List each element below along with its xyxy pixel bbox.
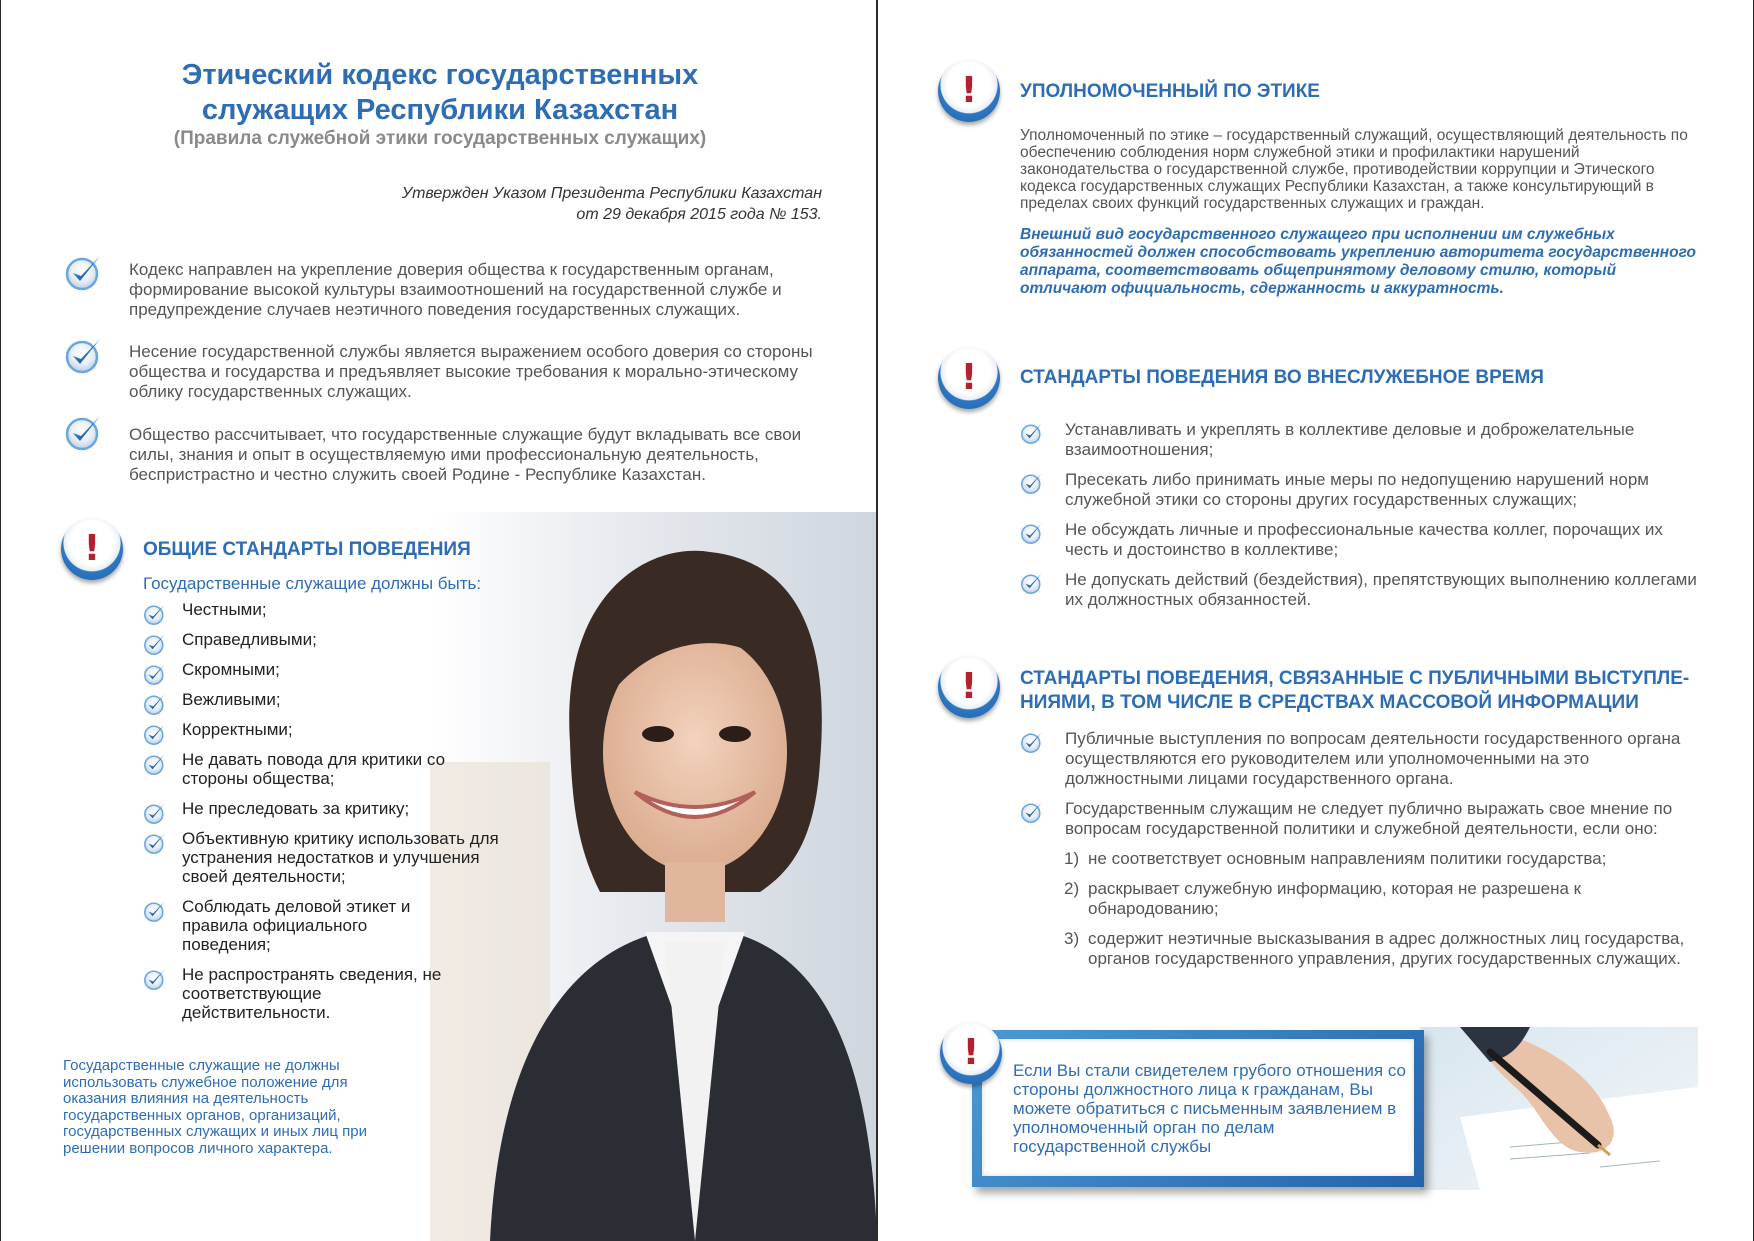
- page-title: [120, 58, 760, 128]
- intro-paragraph: Несение государственной службы является выражением особого доверия со стороны общества и государства и предъявляет высокие требования к морально-этическому облику государственных служащих.: [129, 342, 813, 401]
- check-icon: [143, 602, 167, 626]
- intro-paragraph: Общество рассчитывает, что государственные служащие будут вкладывать все свои силы, знания и опыт в осуществляемую ими профессиональную деятельность, беспристрастно и честно служить своей Родине - Республике Казахстан.: [129, 425, 802, 484]
- alert-icon: [938, 60, 1000, 122]
- check-icon: [143, 967, 167, 991]
- list-item: Честными;: [143, 600, 543, 619]
- check-icon: [143, 692, 167, 716]
- list-item: Корректными;: [143, 720, 543, 739]
- check-icon: [1020, 730, 1044, 754]
- check-icon: [1020, 571, 1044, 595]
- list-item: Не распространять сведения, не соответствующие действительности.: [143, 965, 447, 1022]
- list-item: Вежливыми;: [143, 690, 543, 709]
- list-item: Скромными;: [143, 660, 543, 679]
- title-line-1: Этический кодекс государственных: [181, 59, 699, 91]
- check-icon: [143, 801, 167, 825]
- alert-icon: [938, 347, 1000, 409]
- page-edge: [0, 0, 1, 1241]
- approval-line-2: от 29 декабря 2015 года № 153.: [576, 206, 822, 223]
- ethics-officer-heading: УПОЛНОМОЧЕННЫЙ ПО ЭТИКЕ: [1020, 81, 1320, 102]
- list-item: Объективную критику использовать для устранения недостатков и улучшения своей деятельности;: [143, 829, 527, 886]
- check-icon: [143, 752, 167, 776]
- exclamation-mark: !: [962, 1032, 980, 1073]
- list-item: Не преследовать за критику;: [143, 799, 543, 818]
- alert-icon: [61, 518, 123, 580]
- heading-line-2: НИЯМИ, В ТОМ ЧИСЛЕ В СРЕДСТВАХ МАССОВОЙ ИНФОРМАЦИИ: [1020, 692, 1639, 713]
- heading-line-1: СТАНДАРТЫ ПОВЕДЕНИЯ, СВЯЗАННЫЕ С ПУБЛИЧНЫМИ ВЫСТУПЛЕ-: [1020, 668, 1690, 689]
- exclamation-mark: !: [83, 528, 101, 569]
- general-standards-lead: Государственные служащие должны быть:: [143, 574, 482, 593]
- off-duty-heading: СТАНДАРТЫ ПОВЕДЕНИЯ ВО ВНЕСЛУЖЕБНОЕ ВРЕМЯ: [1020, 367, 1544, 388]
- list-item: Справедливыми;: [143, 630, 543, 649]
- check-icon: [64, 412, 104, 452]
- check-icon: [143, 632, 167, 656]
- check-icon: [1020, 471, 1044, 495]
- list-item: Пресекать либо принимать иные меры по недопущению нарушений норм служебной этики со стороны других государственных служащих;: [1018, 470, 1698, 510]
- intro-paragraph: Кодекс направлен на укрепление доверия общества к государственным органам, формирование высокой культуры взаимоотношений на государственной службе и предупреждение случаев неэтичного поведения государственных служащих.: [129, 260, 782, 319]
- check-icon: [1020, 421, 1044, 445]
- check-icon: [143, 831, 167, 855]
- check-icon: [64, 252, 104, 292]
- callout-text: Если Вы стали свидетелем грубого отношения со стороны должностного лица к гражданам, Вы можете обратиться с письменным заявлением в уполномоченный орган по делам государственной службы: [1013, 1061, 1406, 1156]
- check-icon: [1020, 800, 1044, 824]
- approval-line-1: Утвержден Указом Президента Республики Казахстан: [401, 185, 822, 202]
- off-duty-list: [1018, 420, 1698, 610]
- appearance-note: Внешний вид государственного служащего при исполнении им служебных обязанностей должен способствовать укреплению авторитета государственного аппарата, соответствовать общепринятому деловому стилю, который отличают официальность, сдержанность и аккуратность.: [1020, 226, 1696, 297]
- list-item: Публичные выступления по вопросам деятельности государственного органа осуществляются его руководителем или уполномоченными на это должностными лицами государственного органа.: [1018, 729, 1698, 789]
- list-item: Соблюдать деловой этикет и правила официального поведения;: [143, 897, 427, 954]
- ethics-officer-text: Уполномоченный по этике – государственный служащий, осуществляющий деятельность по обеспечению соблюдения норм служебной этики и профилактики нарушений законодательства о государственной службе, противодействии коррупции и Этического кодекса государственных служащих Республики Казахстан, а также консультирующий в пределах своих функций государственных служащих и граждан.: [1020, 127, 1688, 212]
- public-speaking-heading: [1020, 667, 1689, 715]
- numbered-conditions: [1064, 849, 1704, 969]
- signing-document-photo: [1420, 1027, 1698, 1190]
- general-standards-heading: ОБЩИЕ СТАНДАРТЫ ПОВЕДЕНИЯ: [143, 539, 471, 560]
- title-line-2: служащих Республики Казахстан: [201, 94, 679, 126]
- bottom-note: Государственные служащие не должны использовать служебное положение для оказания влияния на деятельность государственных органов, организаций, государственных служащих и иных лиц при решении вопросов личного характера.: [63, 1057, 368, 1157]
- list-item: Не обсуждать личные и профессиональные качества коллег, порочащих их честь и достоинство в коллективе;: [1018, 520, 1698, 560]
- list-item: Устанавливать и укреплять в коллективе деловые и доброжелательные взаимоотношения;: [1018, 420, 1698, 460]
- exclamation-mark: !: [960, 666, 978, 707]
- list-item: 3) содержит неэтичные высказывания в адрес должностных лиц государства, органов государственного управления, других государственных служащих.: [1064, 929, 1685, 968]
- list-item: Не давать повода для критики со стороны общества;: [143, 750, 482, 788]
- approval-note: [322, 183, 822, 225]
- page-divider: [876, 0, 878, 1241]
- public-speaking-list: [1018, 729, 1698, 839]
- page-subtitle: (Правила служебной этики государственных служащих): [173, 128, 707, 149]
- check-icon: [1020, 521, 1044, 545]
- list-item: Не допускать действий (бездействия), препятствующих выполнению коллегами их должностных обязанностей.: [1018, 570, 1698, 610]
- list-item: 2) раскрывает служебную информацию, которая не разрешена к обнародованию;: [1064, 879, 1582, 918]
- check-icon: [143, 899, 167, 923]
- general-standards-list: [143, 600, 543, 1022]
- list-item: 1) не соответствует основным направлениям политики государства;: [1064, 849, 1607, 868]
- check-icon: [64, 335, 104, 375]
- exclamation-mark: !: [960, 357, 978, 398]
- list-item: Государственным служащим не следует публично выражать свое мнение по вопросам государственной политики и служебной деятельности, если оно:: [1018, 799, 1698, 839]
- alert-icon: [940, 1022, 1002, 1084]
- alert-icon: [938, 656, 1000, 718]
- check-icon: [143, 722, 167, 746]
- exclamation-mark: !: [960, 70, 978, 111]
- check-icon: [143, 662, 167, 686]
